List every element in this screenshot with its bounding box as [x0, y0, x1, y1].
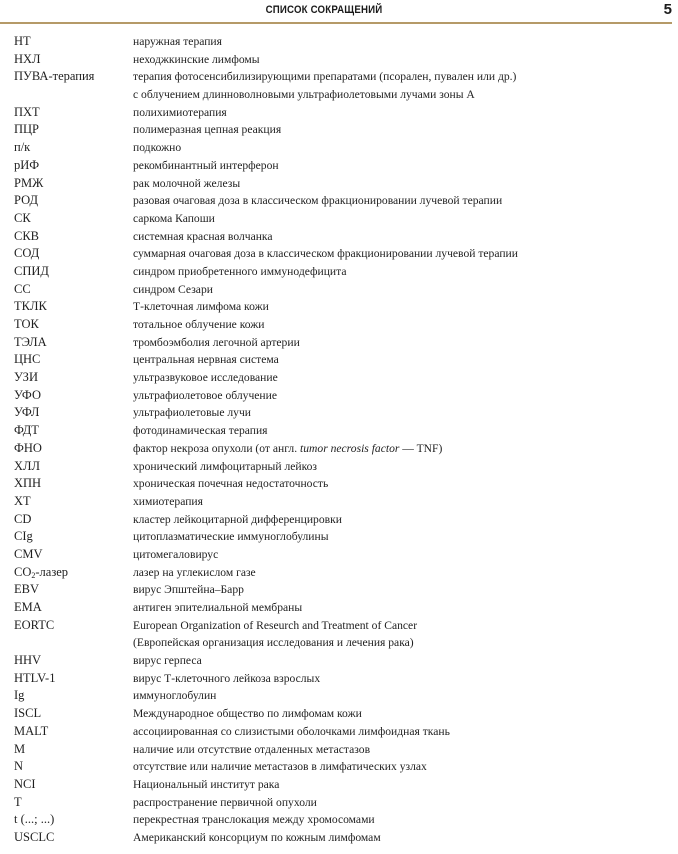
abbreviation-row	[0, 33, 678, 51]
abbreviation-row	[0, 422, 678, 440]
abbreviation-list	[0, 33, 678, 847]
abbreviation-term: рИФ	[14, 157, 40, 172]
abbreviation-definition	[133, 442, 442, 455]
abbreviation-term: СПИД	[14, 263, 49, 278]
abbreviation-definition: кластер лейкоцитарной дифференцировки	[133, 512, 342, 526]
abbreviation-term: УФЛ	[14, 405, 40, 420]
abbreviation-row	[0, 440, 678, 458]
abbreviation-definition: наружная терапия	[133, 35, 222, 48]
abbreviation-term: HHV	[14, 653, 42, 668]
abbreviation-row	[0, 511, 678, 529]
abbreviation-row	[0, 811, 678, 829]
abbreviation-term: N	[14, 759, 24, 774]
abbreviation-definition: тромбоэмболия легочной артерии	[133, 335, 300, 349]
page-header	[0, 0, 678, 24]
abbreviation-definition: наличие или отсутствие отдаленных метастазов	[133, 742, 371, 756]
abbreviation-definition: терапия фотосенсибилизирующими препаратами (псорален, пувален или др.)	[133, 70, 517, 84]
abbreviation-row	[0, 245, 678, 263]
abbreviation-term: РОД	[14, 193, 39, 208]
abbreviation-row	[0, 634, 678, 652]
term-subscript: 2	[31, 570, 36, 580]
definition-italic: tumor necrosis factor	[300, 441, 400, 455]
abbreviation-term: CD	[14, 511, 32, 526]
abbreviation-row	[0, 528, 678, 546]
abbreviation-term: NCI	[14, 776, 36, 791]
abbreviation-row	[0, 458, 678, 476]
abbreviation-row	[0, 617, 678, 635]
abbreviation-term: t (...; ...)	[14, 812, 55, 827]
abbreviation-term: ТКЛК	[14, 299, 47, 314]
abbreviation-definition: лазер на углекислом газе	[133, 565, 256, 579]
abbreviation-definition: (Европейская организация исследования и лечения рака)	[133, 636, 414, 650]
abbreviation-term: ТЭЛА	[14, 334, 47, 349]
abbreviation-row	[0, 316, 678, 334]
abbreviation-term	[14, 565, 68, 580]
abbreviation-row	[0, 705, 678, 723]
abbreviation-row	[0, 192, 678, 210]
abbreviation-term: ХТ	[14, 493, 31, 508]
abbreviation-term: HTLV-1	[14, 670, 56, 685]
abbreviation-term: ЦНС	[14, 352, 41, 367]
abbreviation-row	[0, 175, 678, 193]
abbreviation-term: MALT	[14, 723, 49, 738]
abbreviation-term: USCLC	[14, 829, 55, 844]
abbreviation-row	[0, 104, 678, 122]
abbreviation-row	[0, 351, 678, 369]
abbreviation-definition: Американский консорциум по кожным лимфомам	[133, 830, 381, 844]
abbreviation-definition: European Organization of Reseurch and Treatment of Cancer	[133, 618, 418, 632]
abbreviation-definition: тотальное облучение кожи	[133, 318, 265, 331]
abbreviation-row	[0, 794, 678, 812]
abbreviation-definition: цитомегаловирус	[133, 547, 219, 561]
abbreviation-row	[0, 121, 678, 139]
abbreviation-row	[0, 387, 678, 405]
abbreviation-term: EMA	[14, 600, 42, 614]
abbreviation-row	[0, 157, 678, 175]
abbreviation-definition: хроническая почечная недостаточность	[133, 477, 329, 491]
abbreviation-definition: ультрафиолетовое облучение	[133, 388, 277, 402]
abbreviation-row	[0, 475, 678, 493]
abbreviation-row	[0, 493, 678, 511]
abbreviation-row	[0, 687, 678, 705]
definition-part: — TNF)	[399, 441, 443, 455]
abbreviation-row	[0, 86, 678, 104]
abbreviation-definition: цитоплазматические иммуноглобулины	[133, 530, 329, 544]
abbreviation-term: CMV	[14, 546, 43, 561]
abbreviation-term: УФО	[14, 387, 41, 402]
abbreviation-row	[0, 723, 678, 741]
abbreviation-row	[0, 228, 678, 246]
abbreviation-term: ISCL	[14, 706, 42, 721]
page-number: 5	[663, 1, 672, 18]
abbreviation-term: EBV	[14, 582, 39, 597]
abbreviation-definition: химиотерапия	[133, 494, 203, 508]
abbreviation-row	[0, 334, 678, 352]
abbreviation-row	[0, 298, 678, 316]
term-part: CO	[14, 564, 32, 579]
abbreviation-term: СК	[14, 210, 31, 225]
abbreviation-definition: Национальный институт рака	[133, 777, 280, 791]
abbreviation-row	[0, 68, 678, 86]
abbreviation-row	[0, 546, 678, 564]
abbreviation-definition: синдром Сезари	[133, 282, 213, 296]
abbreviation-row	[0, 369, 678, 387]
abbreviation-term: НТ	[14, 34, 31, 48]
abbreviation-definition: с облучением длинноволновыми ультрафиолетовыми лучами зоны А	[133, 88, 475, 102]
abbreviation-term: ХЛЛ	[14, 458, 40, 473]
definition-part: фактор некроза опухоли (от англ.	[133, 441, 300, 455]
abbreviation-row	[0, 776, 678, 794]
abbreviation-term: СОД	[14, 246, 40, 261]
section-title: СПИСОК СОКРАЩЕНИЙ	[265, 4, 383, 16]
abbreviation-definition: рак молочной железы	[133, 176, 241, 190]
abbreviation-term: T	[14, 794, 22, 809]
abbreviation-row	[0, 652, 678, 670]
abbreviation-row	[0, 741, 678, 759]
abbreviation-term: ПХТ	[14, 104, 40, 119]
abbreviation-definition: подкожно	[133, 141, 182, 155]
abbreviation-row	[0, 758, 678, 776]
abbreviation-definition: Т-клеточная лимфома кожи	[133, 300, 269, 314]
abbreviation-row	[0, 581, 678, 599]
abbreviation-term: ПЦР	[14, 122, 40, 137]
abbreviation-term: СКВ	[14, 228, 40, 243]
abbreviation-definition: ассоциированная со слизистыми оболочками лимфоидная ткань	[133, 724, 450, 738]
abbreviation-definition: Международное общество по лимфомам кожи	[133, 707, 362, 721]
abbreviation-definition: перекрестная транслокация между хромосомами	[133, 813, 375, 827]
abbreviation-definition: вирус герпеса	[133, 654, 202, 668]
abbreviation-definition: вирус Т-клеточного лейкоза взрослых	[133, 671, 321, 685]
abbreviation-definition: центральная нервная система	[133, 353, 279, 367]
abbreviation-row	[0, 139, 678, 157]
abbreviation-term: ФДТ	[14, 423, 39, 438]
abbreviation-definition: антиген эпителиальной мембраны	[133, 601, 303, 614]
abbreviation-definition: разовая очаговая доза в классическом фракционировании лучевой терапии	[133, 194, 503, 208]
abbreviation-definition: синдром приобретенного иммунодефицита	[133, 264, 347, 278]
abbreviation-definition: саркома Капоши	[133, 211, 215, 225]
header-divider	[0, 22, 672, 24]
abbreviation-row	[0, 263, 678, 281]
abbreviation-definition: хронический лимфоцитарный лейкоз	[133, 459, 317, 473]
abbreviation-row	[0, 564, 678, 582]
abbreviation-term: ФНО	[14, 440, 42, 455]
abbreviation-definition: отсутствие или наличие метастазов в лимфатических узлах	[133, 760, 427, 774]
abbreviation-term: СС	[14, 281, 31, 296]
abbreviation-term: ХПН	[14, 476, 42, 491]
abbreviation-row	[0, 51, 678, 69]
abbreviation-term: Ig	[14, 688, 25, 703]
abbreviation-row	[0, 670, 678, 688]
abbreviation-term: CIg	[14, 529, 33, 544]
abbreviation-row	[0, 210, 678, 228]
abbreviation-term: РМЖ	[14, 175, 44, 190]
abbreviation-definition: иммуноглобулин	[133, 689, 217, 703]
abbreviation-row	[0, 599, 678, 617]
abbreviation-term: EORTC	[14, 617, 55, 632]
abbreviation-definition: системная красная волчанка	[133, 229, 273, 243]
abbreviation-term: НХЛ	[14, 51, 41, 66]
abbreviation-term: ТОК	[14, 317, 39, 331]
abbreviation-term: УЗИ	[14, 370, 38, 385]
term-part: -лазер	[35, 564, 69, 579]
abbreviation-row	[0, 281, 678, 299]
abbreviation-definition: ультразвуковое исследование	[133, 371, 278, 385]
abbreviation-definition: полихимиотерапия	[133, 105, 227, 119]
abbreviation-definition: суммарная очаговая доза в классическом фракционировании лучевой терапии	[133, 247, 518, 261]
abbreviation-definition: неходжкинские лимфомы	[133, 52, 260, 66]
abbreviation-term: ПУВА-терапия	[14, 69, 95, 84]
abbreviation-term: п/к	[14, 140, 31, 155]
abbreviation-definition: ультрафиолетовые лучи	[133, 406, 251, 420]
abbreviation-term: M	[14, 741, 26, 756]
abbreviation-definition: вирус Эпштейна–Барр	[133, 583, 244, 597]
abbreviation-definition: рекомбинантный интерферон	[133, 158, 279, 172]
abbreviation-row	[0, 829, 678, 847]
abbreviation-definition: фотодинамическая терапия	[133, 424, 268, 438]
abbreviation-definition: полимеразная цепная реакция	[133, 123, 282, 137]
abbreviation-definition: распространение первичной опухоли	[133, 795, 317, 809]
abbreviation-row	[0, 404, 678, 422]
